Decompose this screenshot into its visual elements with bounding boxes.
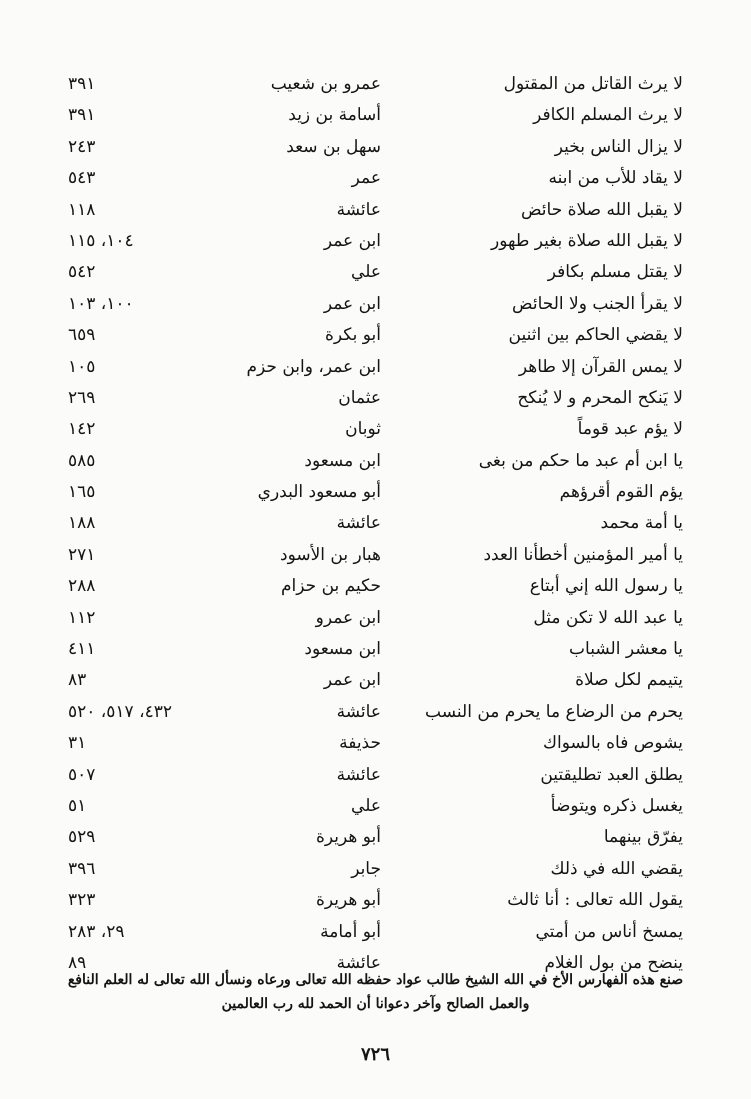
hadith-index-list [0,70,751,980]
hadith-text: يقضي الله في ذلك [550,858,683,879]
narrator: ابن عمر [323,293,381,314]
page-references: ٤١١ [68,639,96,660]
narrator: أبو مسعود البدري [257,482,381,503]
narrator: أبو أمامة [320,921,381,942]
narrator: عائشة [336,952,381,973]
page-references: ١٨٨ [68,513,96,534]
hadith-text: يمسخ أناس من أمتي [535,921,683,942]
narrator: علي [351,795,381,816]
page-references: ٢٩، ٢٨٣ [68,921,125,942]
index-row [0,509,751,540]
hadith-text: يغسل ذكره ويتوضأ [550,795,683,816]
index-row [0,541,751,572]
narrator: ابن عمر، وابن حزم [246,356,381,377]
page-references: ١٠٠، ١٠٣ [68,293,134,314]
hadith-text: يا عبد الله لا تكن مثل [533,607,683,628]
hadith-text: لا يزال الناس بخير [554,136,683,157]
hadith-text: ينضح من بول الغلام [544,952,683,973]
narrator: جابر [351,858,381,879]
hadith-text: لا يمس القرآن إلا طاهر [518,356,683,377]
page-references: ٣٩١ [68,105,96,126]
hadith-text: يشوص فاه بالسواك [542,733,683,754]
page-references: ٥١ [68,795,87,816]
index-row [0,133,751,164]
page-number: ٧٢٦ [360,1044,390,1065]
page-references: ٥٨٥ [68,450,96,471]
page-references: ١١٨ [68,199,96,220]
hadith-text: يا أمير المؤمنين أخطأنا العدد [483,544,683,565]
page-references: ٥٤٢ [68,262,96,283]
narrator: عائشة [336,513,381,534]
index-row [0,70,751,101]
hadith-text: يقول الله تعالى : أنا ثالث [507,890,683,911]
narrator: ابن عمرو [315,607,381,628]
index-row [0,478,751,509]
narrator: عائشة [336,701,381,722]
page-references: ٢٦٩ [68,387,96,408]
index-row [0,447,751,478]
page-references: ١٠٥ [68,356,96,377]
hadith-text: لا يرث القاتل من المقتول [503,74,683,94]
narrator: ابن عمر [323,670,381,691]
page-references: ١٤٢ [68,419,96,440]
hadith-text: يفرّق بينهما [603,827,683,848]
page-references: ١٦٥ [68,482,96,503]
page-references: ٢٧١ [68,544,96,565]
index-row [0,635,751,666]
index-row [0,792,751,823]
hadith-text: يا معشر الشباب [569,639,683,660]
compiler-note-line-2: والعمل الصالح وآخر دعوانا أن الحمد لله رب العالمين [221,996,530,1012]
hadith-text: لا يقرأ الجنب ولا الحائض [512,293,683,314]
narrator: أبو هريرة [315,890,381,911]
page-references: ٥٤٣ [68,168,96,189]
index-row [0,886,751,917]
narrator: ابن عمر [323,230,381,251]
index-row [0,729,751,760]
hadith-text: يؤم القوم أقرؤهم [559,482,683,503]
index-row [0,353,751,384]
hadith-text: يتيمم لكل صلاة [575,670,683,691]
hadith-text: يا ابن أم عبد ما حكم من بغى [478,450,683,471]
index-row [0,761,751,792]
index-row [0,164,751,195]
narrator: حذيفة [339,733,381,754]
narrator: أسامة بن زيد [288,105,381,126]
page-references: ٨٣ [68,670,87,691]
index-row [0,823,751,854]
index-row [0,258,751,289]
index-row [0,384,751,415]
page-references: ٢٨٨ [68,576,96,597]
hadith-text: يا رسول الله إني أبتاع [529,576,683,597]
page-references: ٢٤٣ [68,136,96,157]
index-row [0,604,751,635]
narrator: ابن مسعود [304,639,381,660]
narrator: علي [351,262,381,283]
hadith-text: لا يقبل الله صلاة حائض [520,199,683,220]
page-references: ٣٩٦ [68,858,96,879]
hadith-text: لا يقضي الحاكم بين اثنين [508,325,683,346]
index-row [0,572,751,603]
page-references: ٦٥٩ [68,325,96,346]
index-row [0,290,751,321]
hadith-text: لا يَنكح المحرم و لا يُنكح [517,387,683,408]
index-row [0,698,751,729]
narrator: عثمان [338,387,381,408]
narrator: عمرو بن شعيب [270,74,381,94]
index-row [0,321,751,352]
index-row [0,227,751,258]
index-row [0,918,751,949]
narrator: ابن مسعود [304,450,381,471]
narrator: عائشة [336,199,381,220]
narrator: عمر [351,168,381,189]
narrator: أبو بكرة [324,325,381,346]
page-references: ٥٢٩ [68,827,96,848]
page-references: ١٠٤، ١١٥ [68,230,134,251]
hadith-text: لا يقاد للأب من ابنه [548,168,683,189]
hadith-text: لا يقبل الله صلاة بغير طهور [491,230,683,251]
hadith-text: لا يقتل مسلم بكافر [547,262,683,283]
page-references: ٤٣٢، ٥١٧، ٥٢٠ [68,701,172,722]
compiler-note [40,968,711,1016]
page-references: ١١٢ [68,607,96,628]
narrator: حكيم بن حزام [281,576,381,597]
narrator: عائشة [336,764,381,785]
index-row [0,855,751,886]
index-row [0,196,751,227]
narrator: أبو هريرة [315,827,381,848]
page-references: ٣١ [68,733,87,754]
page-references: ٥٠٧ [68,764,96,785]
hadith-text: يحرم من الرضاع ما يحرم من النسب [425,701,683,722]
hadith-text: لا يرث المسلم الكافر [533,105,683,126]
narrator: سهل بن سعد [286,136,381,157]
index-row [0,666,751,697]
index-row [0,415,751,446]
page-references: ٣٩١ [68,74,96,94]
index-row [0,101,751,132]
hadith-text: يطلق العبد تطليقتين [540,764,683,785]
page-references: ٣٢٣ [68,890,96,911]
hadith-text: يا أمة محمد [600,513,683,534]
hadith-text: لا يؤم عبد قوماً [577,419,683,440]
narrator: ثوبان [345,419,381,440]
compiler-note-line-1: صنع هذه الفهارس الأخ في الله الشيخ طالب عواد حفظه الله تعالى ورعاه ونسأل الله تعالى له العلم النافع [67,972,684,988]
narrator: هبار بن الأسود [280,544,381,565]
page-references: ٨٩ [68,952,87,973]
